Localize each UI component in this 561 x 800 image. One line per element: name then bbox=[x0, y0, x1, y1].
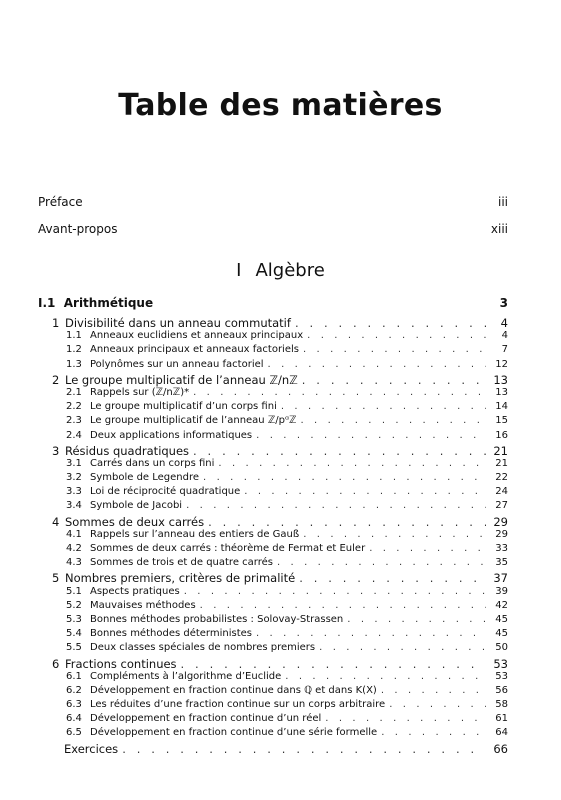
subsection-number: 5.2 bbox=[66, 599, 82, 611]
subsection-number: 5.4 bbox=[66, 628, 82, 640]
toc-subsection[interactable] bbox=[38, 472, 508, 486]
subsection-page: 61 bbox=[495, 713, 508, 725]
subsection-page: 53 bbox=[495, 670, 508, 682]
toc-section[interactable] bbox=[38, 515, 508, 529]
dot-leader bbox=[319, 642, 486, 653]
dot-leader bbox=[381, 727, 486, 738]
subsection-page: 42 bbox=[495, 599, 508, 611]
subsection-number: 2.2 bbox=[66, 401, 82, 413]
subsection-page: 21 bbox=[495, 457, 508, 469]
subsection-title: Les réduites d’une fraction continue sur un corps arbitraire bbox=[90, 699, 386, 711]
toc-subsection[interactable] bbox=[38, 699, 508, 713]
subsection-number: 4.3 bbox=[66, 557, 82, 569]
toc-subsection[interactable] bbox=[38, 671, 508, 685]
subsection-number: 3.2 bbox=[66, 472, 82, 484]
dot-leader bbox=[303, 344, 486, 355]
toc-front-entry[interactable] bbox=[38, 222, 508, 236]
subsection-number: 6.2 bbox=[66, 684, 82, 696]
toc-subsection[interactable] bbox=[38, 685, 508, 699]
subsection-page: 13 bbox=[495, 386, 508, 398]
section-page: 29 bbox=[493, 514, 508, 529]
subsection-page: 33 bbox=[495, 543, 508, 554]
front-entry-page: iii bbox=[497, 195, 508, 209]
chapter-number: I.1 bbox=[38, 296, 56, 310]
subsection-page: 22 bbox=[495, 472, 508, 484]
dot-leader bbox=[218, 458, 486, 469]
dot-leader bbox=[268, 359, 486, 370]
section-title: Résidus quadratiques bbox=[65, 443, 190, 458]
section-number: 2 bbox=[52, 372, 60, 387]
dot-leader bbox=[325, 713, 486, 724]
subsection-number: 1.1 bbox=[66, 330, 82, 342]
subsection-number: 5.3 bbox=[66, 613, 82, 625]
subsection-number: 3.4 bbox=[66, 500, 82, 512]
toc-subsection[interactable] bbox=[38, 557, 508, 571]
toc-subsection[interactable] bbox=[38, 430, 508, 444]
section-number: 3 bbox=[52, 443, 60, 458]
toc-front-entry[interactable] bbox=[38, 195, 508, 209]
dot-leader bbox=[347, 614, 486, 625]
subsection-number: 3.1 bbox=[66, 457, 82, 469]
subsection-number: 5.5 bbox=[66, 642, 82, 654]
front-entry-label: Avant-propos bbox=[38, 222, 118, 236]
subsection-page: 4 bbox=[501, 330, 508, 342]
dot-leader bbox=[203, 472, 486, 483]
section-page: 4 bbox=[500, 316, 508, 330]
dot-leader bbox=[193, 387, 486, 398]
subsection-page: 64 bbox=[495, 727, 508, 739]
toc-subsection[interactable] bbox=[38, 543, 508, 557]
subsection-title: Le groupe multiplicatif d’un corps fini bbox=[90, 401, 277, 413]
subsection-title: Symbole de Legendre bbox=[90, 472, 200, 484]
dot-leader bbox=[307, 330, 486, 341]
exercises-page: 66 bbox=[493, 741, 508, 756]
front-entry-page: xiii bbox=[490, 222, 508, 236]
dot-leader bbox=[208, 515, 486, 529]
subsection-number: 5.1 bbox=[66, 585, 82, 597]
subsection-number: 6.4 bbox=[66, 713, 82, 725]
subsection-title: Loi de réciprocité quadratique bbox=[90, 486, 241, 498]
dot-leader bbox=[200, 600, 486, 611]
subsection-title: Compléments à l’algorithme d’Euclide bbox=[90, 670, 282, 682]
subsection-page: 45 bbox=[495, 628, 508, 640]
toc-subsection[interactable] bbox=[38, 401, 508, 415]
toc-subsection[interactable] bbox=[38, 642, 508, 656]
subsection-page: 24 bbox=[495, 486, 508, 498]
toc-subsection[interactable] bbox=[38, 359, 508, 373]
section-number: 1 bbox=[52, 316, 60, 330]
section-number: 5 bbox=[52, 571, 60, 586]
toc-subsection[interactable] bbox=[38, 387, 508, 401]
exercises-label: Exercices bbox=[64, 741, 119, 756]
dot-leader bbox=[302, 373, 486, 387]
toc-section[interactable] bbox=[38, 316, 508, 330]
page-title: Table des matières bbox=[118, 88, 443, 123]
section-page: 13 bbox=[493, 372, 508, 387]
part-number: I bbox=[236, 260, 242, 281]
subsection-page: 58 bbox=[495, 699, 508, 711]
subsection-title: Sommes de deux carrés : théorème de Fermat et Euler bbox=[90, 543, 366, 554]
subsection-page: 12 bbox=[495, 358, 508, 370]
subsection-page: 56 bbox=[495, 684, 508, 696]
subsection-number: 1.2 bbox=[66, 344, 82, 356]
toc-subsection[interactable] bbox=[38, 415, 508, 429]
section-number: 4 bbox=[52, 514, 60, 529]
section-title: Nombres premiers, critères de primalité bbox=[65, 571, 296, 586]
subsection-title: Développement en fraction continue dans ℚ et dans K(X) bbox=[90, 684, 377, 696]
toc-subsection[interactable] bbox=[38, 486, 508, 500]
subsection-title: Symbole de Jacobi bbox=[90, 500, 183, 512]
toc-exercises[interactable] bbox=[38, 742, 508, 756]
toc-section[interactable] bbox=[38, 373, 508, 387]
dot-leader bbox=[277, 557, 486, 568]
subsection-title: Anneaux euclidiens et anneaux principaux bbox=[90, 330, 304, 342]
subsection-title: Anneaux principaux et anneaux factoriels bbox=[90, 344, 299, 356]
chapter-page: 3 bbox=[499, 296, 508, 310]
dot-leader bbox=[256, 430, 486, 441]
subsection-title: Rappels sur (ℤ/nℤ)* bbox=[90, 386, 190, 398]
section-title: Le groupe multiplicatif de l’anneau ℤ/nℤ bbox=[65, 372, 298, 387]
subsection-page: 29 bbox=[495, 528, 508, 540]
subsection-title: Aspects pratiques bbox=[90, 585, 180, 597]
subsection-number: 2.4 bbox=[66, 429, 82, 441]
subsection-number: 6.3 bbox=[66, 699, 82, 711]
part-heading bbox=[0, 260, 561, 281]
subsection-title: Bonnes méthodes probabilistes : Solovay-Strassen bbox=[90, 613, 344, 625]
subsection-number: 1.3 bbox=[66, 358, 82, 370]
subsection-title: Développement en fraction continue d’un réel bbox=[90, 713, 322, 725]
subsection-page: 7 bbox=[501, 344, 508, 356]
subsection-page: 15 bbox=[495, 415, 508, 427]
dot-leader bbox=[381, 685, 486, 696]
subsection-title: Rappels sur l’anneau des entiers de Gauß bbox=[90, 528, 300, 540]
toc-subsection[interactable] bbox=[38, 586, 508, 600]
section-page: 21 bbox=[493, 443, 508, 458]
toc-subsection[interactable] bbox=[38, 713, 508, 727]
subsection-title: Développement en fraction continue d’une série formelle bbox=[90, 727, 378, 739]
front-entry-label: Préface bbox=[38, 195, 83, 209]
subsection-title: Carrés dans un corps fini bbox=[90, 457, 215, 469]
subsection-title: Deux applications informatiques bbox=[90, 429, 253, 441]
toc-section[interactable] bbox=[38, 571, 508, 585]
dot-leader bbox=[193, 444, 486, 458]
subsection-title: Deux classes spéciales de nombres premiers bbox=[90, 642, 316, 654]
dot-leader bbox=[303, 529, 486, 540]
subsection-page: 45 bbox=[495, 613, 508, 625]
subsection-number: 6.5 bbox=[66, 727, 82, 739]
subsection-number: 4.1 bbox=[66, 528, 82, 540]
subsection-title: Le groupe multiplicatif de l’anneau ℤ/pᵅℤ bbox=[90, 415, 297, 427]
subsection-title: Mauvaises méthodes bbox=[90, 599, 196, 611]
toc-subsection[interactable] bbox=[38, 614, 508, 628]
toc-subsection[interactable] bbox=[38, 344, 508, 358]
dot-leader bbox=[184, 586, 486, 597]
section-title: Divisibilité dans un anneau commutatif bbox=[65, 316, 291, 330]
chapter-title: Arithmétique bbox=[63, 296, 154, 310]
dot-leader bbox=[299, 571, 486, 585]
dot-leader bbox=[285, 671, 486, 682]
section-number: 6 bbox=[52, 656, 60, 671]
subsection-number: 4.2 bbox=[66, 543, 82, 554]
subsection-number: 2.1 bbox=[66, 386, 82, 398]
part-title: Algèbre bbox=[255, 260, 325, 281]
dot-leader bbox=[300, 415, 486, 426]
toc-section[interactable] bbox=[38, 657, 508, 671]
toc-chapter[interactable] bbox=[38, 296, 508, 314]
toc-subsection[interactable] bbox=[38, 600, 508, 614]
dot-leader bbox=[389, 699, 486, 710]
subsection-title: Sommes de trois et de quatre carrés bbox=[90, 557, 273, 569]
subsection-page: 50 bbox=[495, 642, 508, 654]
dot-leader bbox=[122, 742, 486, 756]
dot-leader bbox=[181, 657, 486, 671]
dot-leader bbox=[295, 316, 486, 330]
toc-subsection[interactable] bbox=[38, 529, 508, 543]
section-title: Sommes de deux carrés bbox=[65, 514, 205, 529]
section-title: Fractions continues bbox=[65, 656, 177, 671]
subsection-page: 35 bbox=[495, 557, 508, 569]
dot-leader bbox=[186, 500, 486, 511]
subsection-title: Bonnes méthodes déterministes bbox=[90, 628, 252, 640]
subsection-page: 27 bbox=[495, 500, 508, 512]
section-page: 53 bbox=[493, 656, 508, 671]
toc-section[interactable] bbox=[38, 444, 508, 458]
toc-subsection[interactable] bbox=[38, 330, 508, 344]
toc-subsection[interactable] bbox=[38, 500, 508, 514]
toc-subsection[interactable] bbox=[38, 458, 508, 472]
subsection-page: 14 bbox=[495, 401, 508, 413]
toc-subsection[interactable] bbox=[38, 628, 508, 642]
subsection-number: 2.3 bbox=[66, 415, 82, 427]
dot-leader bbox=[244, 486, 486, 497]
subsection-number: 3.3 bbox=[66, 486, 82, 498]
dot-leader bbox=[369, 543, 486, 554]
dot-leader bbox=[256, 628, 486, 639]
table-of-contents bbox=[38, 296, 508, 756]
dot-leader bbox=[281, 401, 486, 412]
subsection-page: 39 bbox=[495, 585, 508, 597]
subsection-page: 16 bbox=[495, 429, 508, 441]
toc-subsection[interactable] bbox=[38, 727, 508, 741]
section-page: 37 bbox=[493, 571, 508, 586]
subsection-number: 6.1 bbox=[66, 670, 82, 682]
subsection-title: Polynômes sur un anneau factoriel bbox=[90, 358, 264, 370]
